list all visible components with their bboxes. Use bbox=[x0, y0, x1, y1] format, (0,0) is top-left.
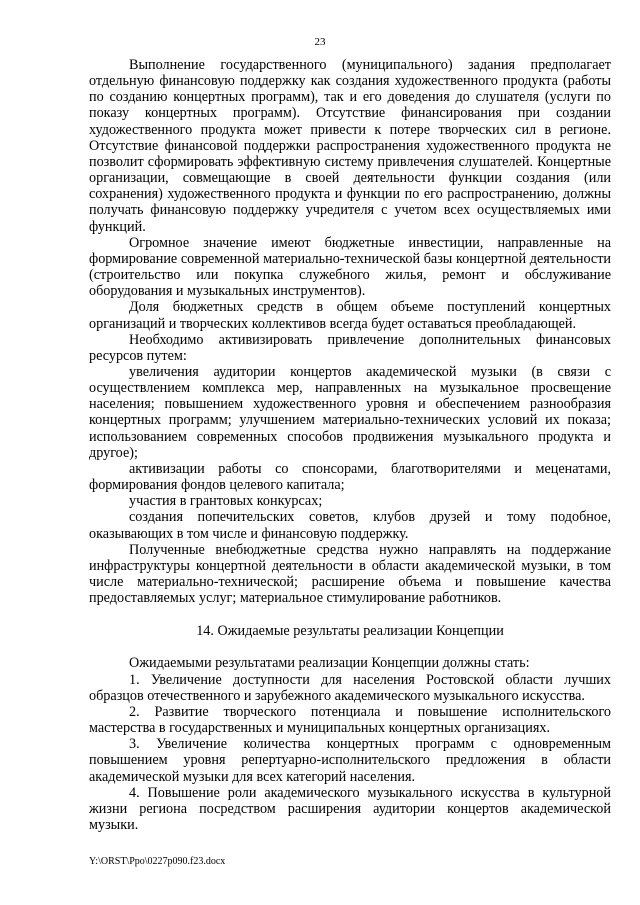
paragraph: Необходимо активизировать привлечение дополнительных финансовых ресурсов путем: bbox=[89, 331, 611, 364]
paragraph: Полученные внебюджетные средства нужно направлять на поддержание инфраструктуры концертной деятельности в области академической музыки, в том числе материально-технической; расширение объема и повышение качества предоставляемых услуг; материальное стимулирование работников. bbox=[89, 541, 611, 607]
document-body bbox=[89, 57, 611, 833]
paragraph: Доля бюджетных средств в общем объеме поступлений концертных организаций и творческих коллективов всегда будет оставаться преобладающей. bbox=[89, 299, 611, 332]
list-item: увеличения аудитории концертов академической музыки (в связи с осуществлением комплекса мер, направленных на музыкальное просвещение населения; повышением художественного уровня и обеспечением разнообразия концертных программ; улучшением материально-технических условий их показа; использованием современных способов продвижения музыкального продукта и другое); bbox=[89, 363, 611, 461]
list-item: активизации работы со спонсорами, благотворителями и меценатами, формирования фондов целевого капитала; bbox=[89, 460, 611, 494]
list-item: 1. Увеличение доступности для населения Ростовской области лучших образцов отечественного и зарубежного академического музыкального искусства. bbox=[89, 671, 611, 704]
list-item: участия в грантовых конкурсах; bbox=[129, 493, 323, 510]
list-item: 4. Повышение роли академического музыкального искусства в культурной жизни региона посредством расширения аудитории концертов академической музыки. bbox=[89, 784, 611, 834]
footer-file-path: Y:\ORST\Ppo\0227p090.f23.docx bbox=[89, 856, 226, 867]
section-heading: 14. Ожидаемые результаты реализации Концепции bbox=[196, 623, 504, 640]
list-item: 3. Увеличение количества концертных программ с одновременным повышением уровня репертуарно-исполнительского предложения в области академической музыки для всех категорий населения. bbox=[89, 736, 611, 785]
paragraph: Огромное значение имеют бюджетные инвестиции, направленные на формирование современной материально-технической базы концертной деятельности (строительство или покупка служебного жилья, ремонт и обслуживание оборудования и музыкальных инструментов). bbox=[89, 234, 611, 300]
page-number: 23 bbox=[314, 36, 326, 48]
list-item: 2. Развитие творческого потенциала и повышение исполнительского мастерства в государственных и муниципальных концертных организациях. bbox=[89, 703, 611, 737]
list-item: создания попечительских советов, клубов друзей и тому подобное, оказывающих в том числе и финансовую поддержку. bbox=[89, 509, 611, 542]
paragraph: Ожидаемыми результатами реализации Концепции должны стать: bbox=[129, 655, 530, 672]
paragraph: Выполнение государственного (муниципального) задания предполагает отдельную финансовую поддержку как создания художественного продукта (работы по созданию концертных программ), так и его доведения до слушателя (услуги по показу концертных программ). Отсутствие финансирования при создании художественного продукта может привести к потере творческих сил в регионе. Отсутствие финансовой поддержки распространения художественного продукта не позволит сформировать эффективную систему привлечения слушателей. Концертные организации, совмещающие в своей деятельности функции создания (или сохранения) художественного продукта и функции по его распространению, должны получать финансовую поддержку учредителя с учетом всех осуществляемых ими функций. bbox=[89, 57, 611, 235]
